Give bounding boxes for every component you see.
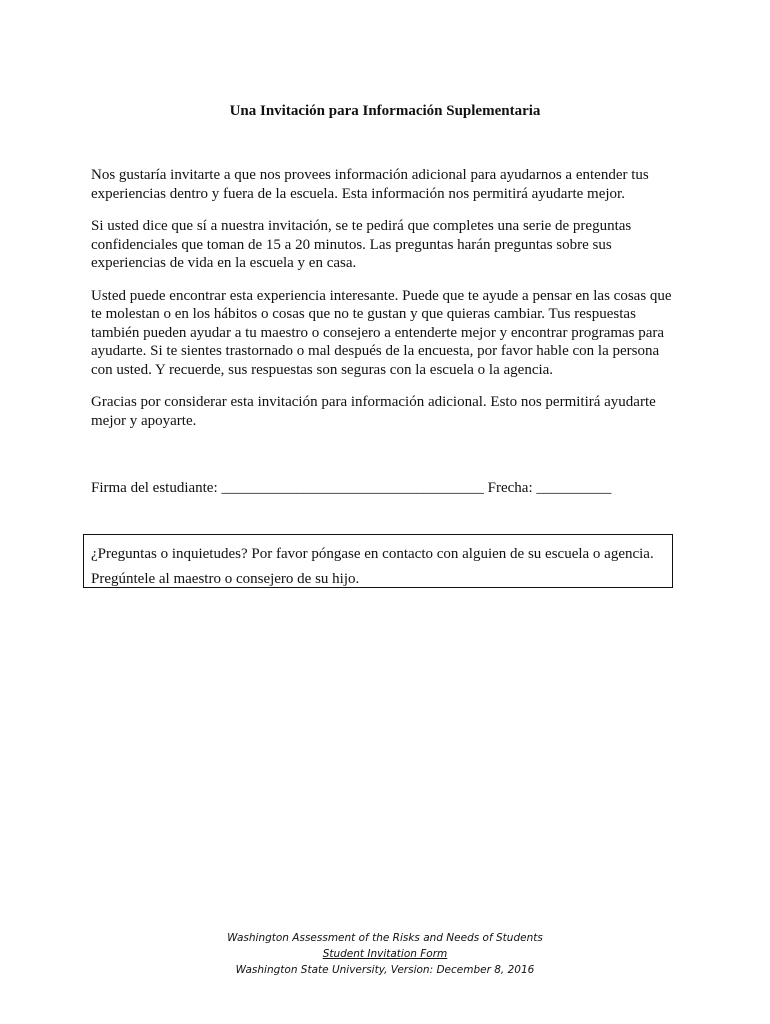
footer-assessment-name: Washington Assessment of the Risks and Needs of Students	[227, 932, 543, 944]
contact-box	[83, 534, 673, 588]
paragraph-experience: Usted puede encontrar esta experiencia interesante. Puede que te ayude a pensar en las cosas que te molestan o en los hábitos o cosas que no te gustan y que quieras cambiar. Tus respuestas también pueden ayudar a tu maestro o consejero a entenderte mejor y encontrar programas para ayudarte. Si te sientes trastornado o mal después de la encuesta, por favor hable con la persona con usted. Y recuerde, sus respuestas son seguras con la escuela o la agencia.	[91, 287, 672, 378]
signature-line: Firma del estudiante: ___________________________________ Frecha: __________	[91, 480, 612, 496]
document-title: Una Invitación para Información Suplementaria	[229, 103, 541, 119]
contact-line-ask-teacher: Pregúntele al maestro o consejero de su hijo.	[91, 571, 360, 587]
footer-form-name: Student Invitation Form	[322, 948, 448, 960]
contact-line-questions: ¿Preguntas o inquietudes? Por favor póngase en contacto con alguien de su escuela o agencia.	[91, 546, 654, 562]
paragraph-invitation: Si usted dice que sí a nuestra invitación, se te pedirá que completes una serie de preguntas confidenciales que toman de 15 a 20 minutos. Las preguntas harán preguntas sobre sus experiencias de vida en la escuela y en casa.	[91, 218, 632, 271]
footer	[0, 930, 770, 978]
paragraph-thanks: Gracias por considerar esta invitación para información adicional. Esto nos permitirá ayudarte mejor y apoyarte.	[91, 394, 656, 429]
body-text	[91, 166, 681, 444]
paragraph-intro: Nos gustaría invitarte a que nos provees información adicional para ayudarnos a entender tus experiencias dentro y fuera de la escuela. Esta información nos permitirá ayudarte mejor.	[91, 167, 649, 202]
footer-version: Washington State University, Version: December 8, 2016	[235, 964, 535, 976]
